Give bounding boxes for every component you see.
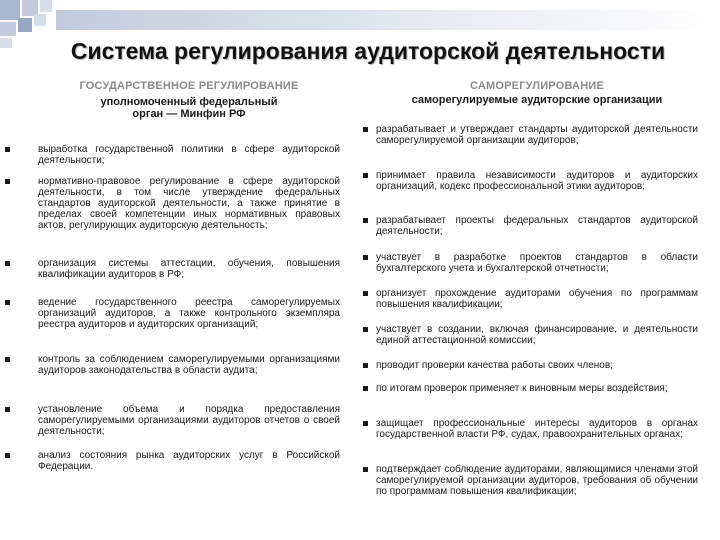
list-item: защищает профессиональные интересы аудиторов в органах государственной власти РФ, судах, правоохранительных органах;: [376, 418, 698, 440]
bullet-icon: [363, 218, 368, 223]
bullet-icon: [5, 179, 10, 184]
decor-square: [40, 0, 52, 12]
list-item: принимает правила независимости аудиторов и аудиторских организаций, кодекс профессиональной этики аудиторов;: [376, 170, 698, 192]
bullet-icon: [363, 363, 368, 368]
page-title: Система регулирования аудиторской деятельности: [70, 38, 666, 64]
list-item: разрабатывает и утверждает стандарты аудиторской деятельности саморегулируемой организации аудиторов;: [376, 124, 698, 146]
state-regulation-column: [38, 80, 340, 472]
self-regulation-column: [376, 80, 698, 497]
list-item: ведение государственного реестра саморегулируемых организаций аудиторов, а также контрольного экземпляра реестра аудиторов и аудиторских организаций;: [38, 297, 340, 330]
list-item: нормативно-правовое регулирование в сфере аудиторской деятельности, в том числе утверждение федеральных стандартов аудиторской деятельности, а также принятие в пределах своей компетенции иных нормативных правовых актов, регулирующих аудиторскую деятельность;: [38, 176, 340, 231]
bullet-icon: [363, 327, 368, 332]
bullet-icon: [363, 255, 368, 260]
list-item: организация системы аттестации, обучения, повышения квалификации аудиторов в РФ;: [38, 258, 340, 280]
column-heading: САМОРЕГУЛИРОВАНИЕ: [470, 80, 604, 92]
list-item: проводит проверки качества работы своих членов;: [376, 360, 698, 371]
decor-square: [0, 22, 16, 36]
list-item: установление объема и порядка предоставления саморегулируемыми организациями аудиторов отчетов о своей деятельности;: [38, 404, 340, 437]
bullet-icon: [5, 300, 10, 305]
decor-square: [0, 38, 12, 48]
bullet-icon: [5, 357, 10, 362]
bullet-icon: [5, 453, 10, 458]
list-item: выработка государственной политики в сфере аудиторской деятельности;: [38, 144, 340, 166]
list-item: участвует в разработке проектов стандартов в области бухгалтерского учета и бухгалтерской отчетности;: [376, 252, 698, 274]
bullet-icon: [363, 421, 368, 426]
list-item: по итогам проверок применяет к виновным меры воздействия;: [376, 383, 698, 394]
bullet-icon: [5, 147, 10, 152]
bullet-icon: [363, 291, 368, 296]
bullet-icon: [363, 173, 368, 178]
decor-bar: [56, 10, 720, 30]
list-item: разрабатывает проекты федеральных стандартов аудиторской деятельности;: [376, 215, 698, 237]
bullet-icon: [5, 407, 10, 412]
bullet-icon: [363, 127, 368, 132]
list-item: подтверждает соблюдение аудиторами, являющимися членами этой саморегулируемой организации аудиторов, требования об обучении по программам повышения квалификации;: [376, 464, 698, 497]
column-subheading: уполномоченный федеральный орган — Минфин РФ: [100, 96, 278, 120]
column-heading: ГОСУДАРСТВЕННОЕ РЕГУЛИРОВАНИЕ: [79, 80, 299, 92]
list-item: участвует в создании, включая финансирование, и деятельности единой аттестационной комиссии;: [376, 324, 698, 346]
list-item: контроль за соблюдением саморегулируемыми организациями аудиторов законодательства в области аудита;: [38, 354, 340, 376]
column-subheading: саморегулируемые аудиторские организации: [411, 94, 663, 106]
list-item: анализ состояния рынка аудиторских услуг в Российской Федерации.: [38, 450, 340, 472]
decor-square: [34, 14, 46, 26]
bullet-icon: [363, 386, 368, 391]
bullet-icon: [5, 261, 10, 266]
list-item: организует прохождение аудиторами обучения по программам повышения квалификации;: [376, 288, 698, 310]
bullet-icon: [363, 467, 368, 472]
decor-square: [0, 0, 20, 20]
decor-square: [18, 18, 32, 32]
